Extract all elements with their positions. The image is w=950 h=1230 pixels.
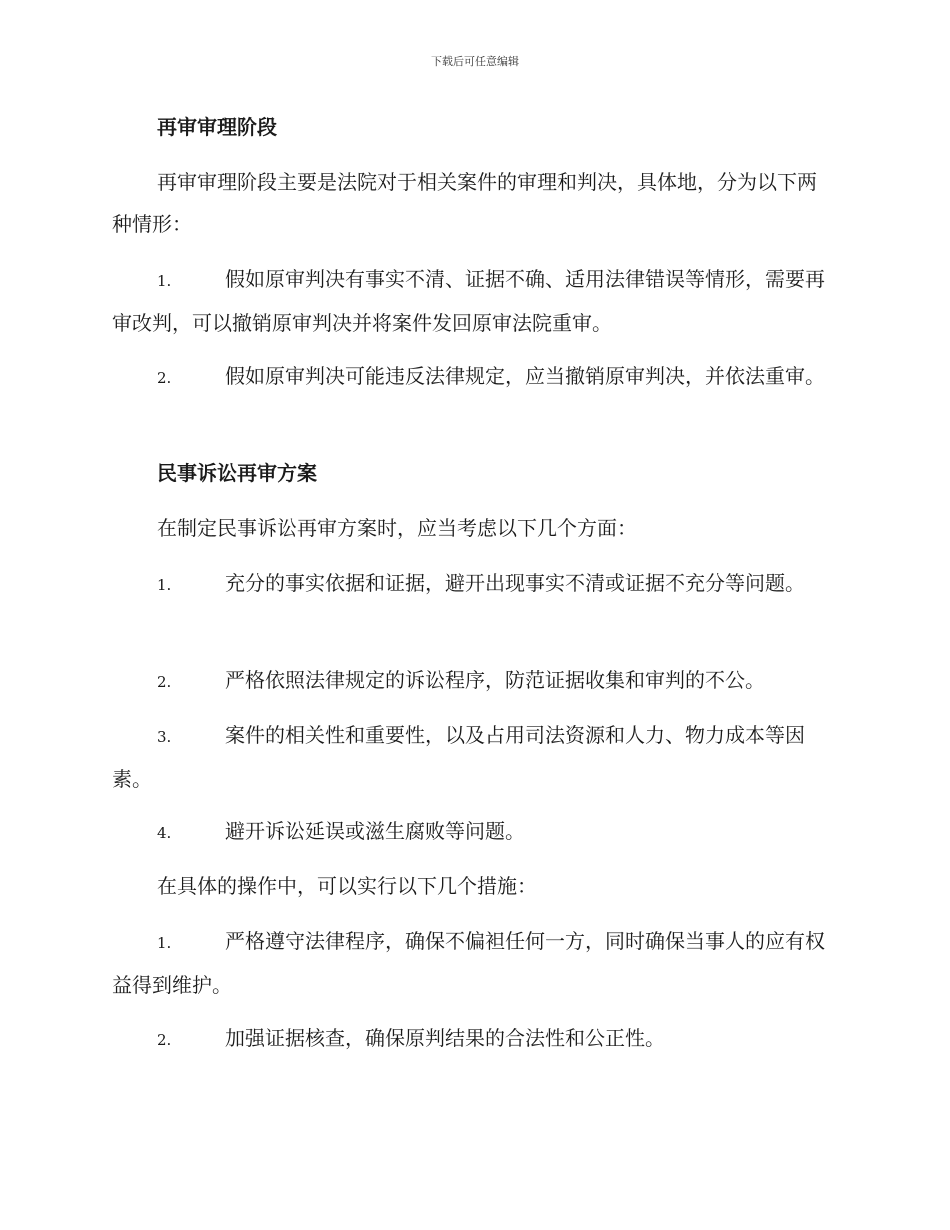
- page-header: 下载后可任意编辑: [431, 55, 519, 68]
- list-item-text: 加强证据核查，确保原判结果的合法性和公正性。: [225, 1026, 665, 1050]
- list-number: 2.: [157, 673, 172, 691]
- list-number: 1.: [157, 576, 172, 594]
- list-number: 1.: [157, 272, 172, 290]
- list-number: 3.: [157, 728, 172, 746]
- list-number: 1.: [157, 934, 172, 952]
- paragraph-measures-intro: 在具体的操作中，可以实行以下几个措施：: [157, 874, 537, 898]
- list-item: [112, 1017, 834, 1061]
- list-item-text: 假如原审判决有事实不清、证据不确、适用法律错误等情形，需要再审改判，可以撤销原审判决并将案件发回原审法院重审。: [112, 267, 825, 335]
- paragraph-plan-intro: 在制定民事诉讼再审方案时，应当考虑以下几个方面：: [157, 516, 637, 540]
- list-item: [112, 258, 834, 344]
- section-heading-retrial-stage: 再审审理阶段: [157, 115, 277, 139]
- list-number: 4.: [157, 824, 172, 842]
- paragraph-retrial-intro: 再审审理阶段主要是法院对于相关案件的审理和判决，具体地，分为以下两种情形：: [112, 170, 817, 236]
- list-item-text: 充分的事实依据和证据，避开出现事实不清或证据不充分等问题。: [225, 571, 805, 595]
- list-item: [112, 562, 834, 606]
- list-number: 2.: [157, 369, 172, 387]
- list-item: [112, 810, 834, 854]
- list-item: [112, 920, 834, 1006]
- list-item-text: 严格遵守法律程序，确保不偏袒任何一方，同时确保当事人的应有权益得到维护。: [112, 929, 825, 997]
- list-number: 2.: [157, 1031, 172, 1049]
- list-item-text: 严格依照法律规定的诉讼程序，防范证据收集和审判的不公。: [225, 668, 765, 692]
- list-item: [112, 355, 834, 399]
- list-item: [112, 659, 834, 703]
- list-item: [112, 714, 834, 800]
- list-item-text: 避开诉讼延误或滋生腐败等问题。: [225, 819, 525, 843]
- list-item-text: 假如原审判决可能违反法律规定，应当撤销原审判决，并依法重审。: [225, 364, 825, 388]
- section-heading-civil-retrial-plan: 民事诉讼再审方案: [157, 461, 317, 485]
- list-item-text: 案件的相关性和重要性，以及占用司法资源和人力、物力成本等因素。: [112, 723, 805, 791]
